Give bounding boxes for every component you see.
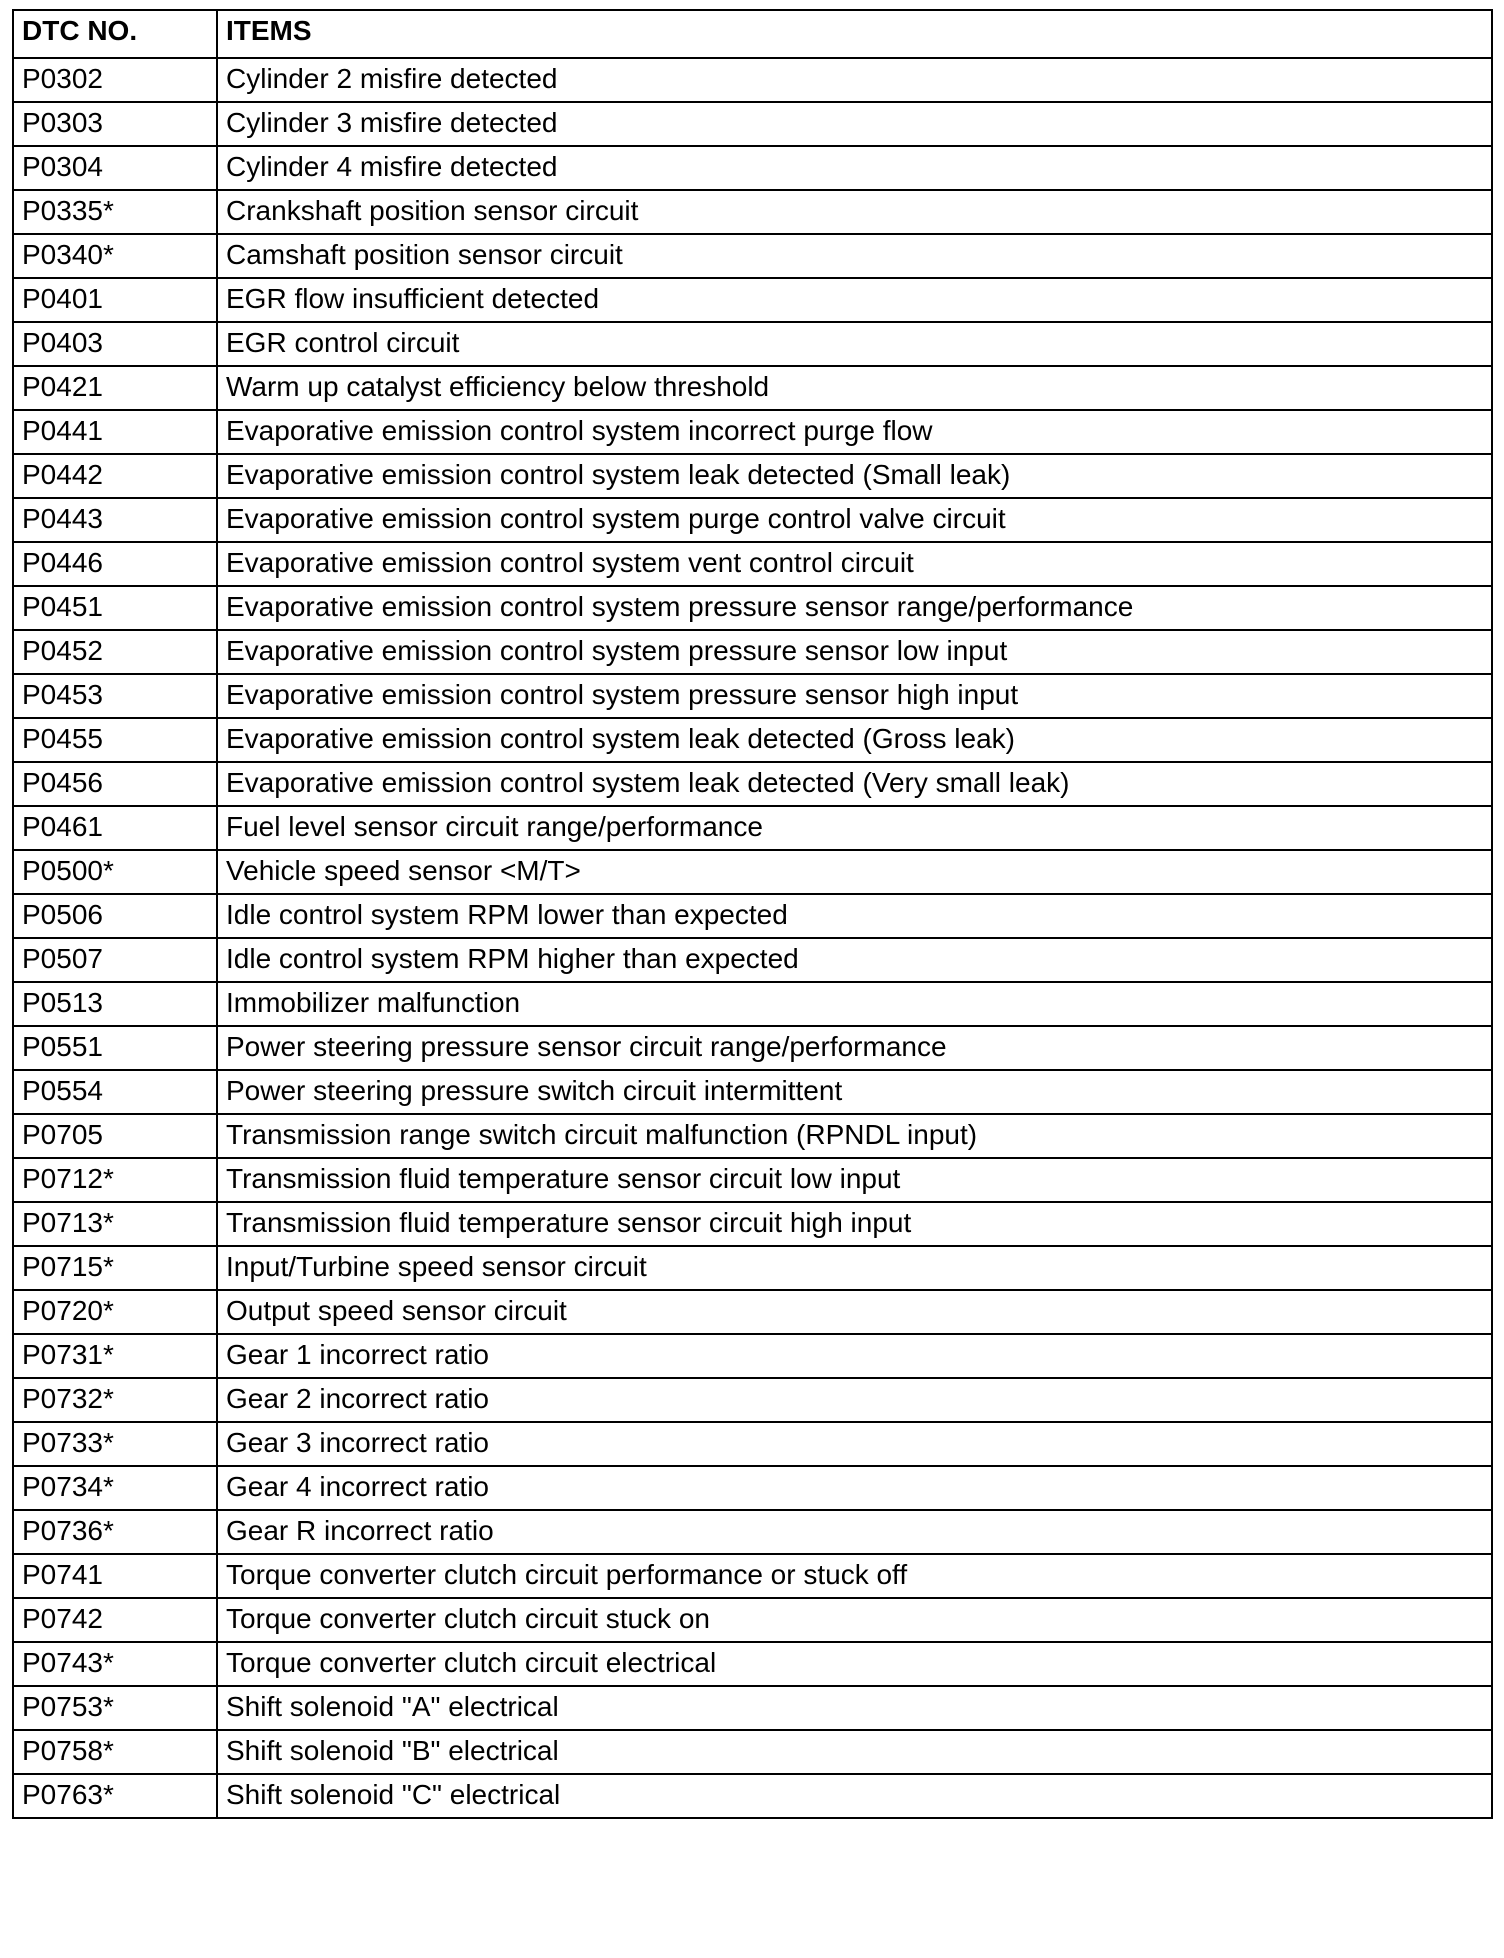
table-row — [13, 762, 1492, 806]
table-row — [13, 102, 1492, 146]
table-row — [13, 1510, 1492, 1554]
dtc-code-cell: P0513 — [13, 982, 217, 1026]
dtc-code-cell: P0731* — [13, 1334, 217, 1378]
dtc-code-cell: P0741 — [13, 1554, 217, 1598]
table-row — [13, 1114, 1492, 1158]
dtc-item-cell: Evaporative emission control system incorrect purge flow — [217, 410, 1492, 454]
dtc-code-cell: P0758* — [13, 1730, 217, 1774]
dtc-code-cell: P0713* — [13, 1202, 217, 1246]
dtc-code-cell: P0551 — [13, 1026, 217, 1070]
dtc-code-cell: P0335* — [13, 190, 217, 234]
dtc-code-cell: P0441 — [13, 410, 217, 454]
dtc-item-cell: Torque converter clutch circuit electrical — [217, 1642, 1492, 1686]
dtc-item-cell: Transmission range switch circuit malfunction (RPNDL input) — [217, 1114, 1492, 1158]
dtc-item-cell: Vehicle speed sensor <M/T> — [217, 850, 1492, 894]
table-row — [13, 938, 1492, 982]
dtc-item-cell: Gear R incorrect ratio — [217, 1510, 1492, 1554]
table-row — [13, 1070, 1492, 1114]
dtc-code-cell: P0763* — [13, 1774, 217, 1818]
table-row — [13, 674, 1492, 718]
dtc-code-cell: P0455 — [13, 718, 217, 762]
dtc-item-cell: Evaporative emission control system purge control valve circuit — [217, 498, 1492, 542]
dtc-code-cell: P0340* — [13, 234, 217, 278]
dtc-code-cell: P0451 — [13, 586, 217, 630]
table-row — [13, 1422, 1492, 1466]
table-row — [13, 1774, 1492, 1818]
dtc-item-cell: Gear 3 incorrect ratio — [217, 1422, 1492, 1466]
table-row — [13, 366, 1492, 410]
dtc-code-cell: P0506 — [13, 894, 217, 938]
table-row — [13, 278, 1492, 322]
dtc-item-cell: Immobilizer malfunction — [217, 982, 1492, 1026]
dtc-code-cell: P0734* — [13, 1466, 217, 1510]
header-items: ITEMS — [217, 10, 1492, 58]
dtc-item-cell: Power steering pressure sensor circuit range/performance — [217, 1026, 1492, 1070]
dtc-item-cell: Torque converter clutch circuit stuck on — [217, 1598, 1492, 1642]
dtc-item-cell: Crankshaft position sensor circuit — [217, 190, 1492, 234]
dtc-item-cell: EGR control circuit — [217, 322, 1492, 366]
table-row — [13, 234, 1492, 278]
dtc-item-cell: Gear 2 incorrect ratio — [217, 1378, 1492, 1422]
dtc-code-cell: P0453 — [13, 674, 217, 718]
dtc-item-cell: Shift solenoid "B" electrical — [217, 1730, 1492, 1774]
dtc-code-cell: P0736* — [13, 1510, 217, 1554]
dtc-code-cell: P0403 — [13, 322, 217, 366]
table-row — [13, 1598, 1492, 1642]
dtc-code-cell: P0732* — [13, 1378, 217, 1422]
dtc-code-cell: P0733* — [13, 1422, 217, 1466]
dtc-code-cell: P0743* — [13, 1642, 217, 1686]
table-header — [13, 10, 1492, 58]
table-row — [13, 850, 1492, 894]
table-row — [13, 1730, 1492, 1774]
dtc-code-cell: P0456 — [13, 762, 217, 806]
dtc-item-cell: Idle control system RPM higher than expected — [217, 938, 1492, 982]
dtc-code-cell: P0712* — [13, 1158, 217, 1202]
dtc-item-cell: Cylinder 3 misfire detected — [217, 102, 1492, 146]
table-row — [13, 146, 1492, 190]
dtc-table — [12, 9, 1493, 1819]
table-row — [13, 542, 1492, 586]
dtc-code-cell: P0742 — [13, 1598, 217, 1642]
table-row — [13, 322, 1492, 366]
dtc-code-cell: P0401 — [13, 278, 217, 322]
dtc-code-cell: P0442 — [13, 454, 217, 498]
table-row — [13, 1334, 1492, 1378]
dtc-item-cell: Camshaft position sensor circuit — [217, 234, 1492, 278]
dtc-item-cell: Cylinder 2 misfire detected — [217, 58, 1492, 102]
table-row — [13, 1202, 1492, 1246]
table-body — [13, 58, 1492, 1818]
dtc-item-cell: EGR flow insufficient detected — [217, 278, 1492, 322]
dtc-item-cell: Idle control system RPM lower than expected — [217, 894, 1492, 938]
dtc-item-cell: Evaporative emission control system vent control circuit — [217, 542, 1492, 586]
dtc-code-cell: P0753* — [13, 1686, 217, 1730]
table-row — [13, 630, 1492, 674]
dtc-code-cell: P0554 — [13, 1070, 217, 1114]
table-row — [13, 1554, 1492, 1598]
dtc-item-cell: Torque converter clutch circuit performance or stuck off — [217, 1554, 1492, 1598]
dtc-item-cell: Evaporative emission control system leak detected (Very small leak) — [217, 762, 1492, 806]
table-row — [13, 1246, 1492, 1290]
table-row — [13, 1158, 1492, 1202]
table-row — [13, 410, 1492, 454]
dtc-item-cell: Input/Turbine speed sensor circuit — [217, 1246, 1492, 1290]
dtc-item-cell: Shift solenoid "A" electrical — [217, 1686, 1492, 1730]
dtc-code-cell: P0446 — [13, 542, 217, 586]
table-row — [13, 58, 1492, 102]
header-row — [13, 10, 1492, 58]
dtc-item-cell: Output speed sensor circuit — [217, 1290, 1492, 1334]
dtc-code-cell: P0421 — [13, 366, 217, 410]
table-row — [13, 1378, 1492, 1422]
dtc-code-cell: P0452 — [13, 630, 217, 674]
dtc-item-cell: Evaporative emission control system pressure sensor low input — [217, 630, 1492, 674]
table-row — [13, 498, 1492, 542]
table-row — [13, 586, 1492, 630]
table-row — [13, 982, 1492, 1026]
dtc-item-cell: Gear 1 incorrect ratio — [217, 1334, 1492, 1378]
table-row — [13, 1642, 1492, 1686]
dtc-code-cell: P0303 — [13, 102, 217, 146]
dtc-item-cell: Power steering pressure switch circuit intermittent — [217, 1070, 1492, 1114]
table-row — [13, 454, 1492, 498]
dtc-code-cell: P0500* — [13, 850, 217, 894]
dtc-code-cell: P0443 — [13, 498, 217, 542]
table-row — [13, 190, 1492, 234]
table-row — [13, 894, 1492, 938]
dtc-item-cell: Evaporative emission control system pressure sensor range/performance — [217, 586, 1492, 630]
dtc-code-cell: P0705 — [13, 1114, 217, 1158]
dtc-code-cell: P0715* — [13, 1246, 217, 1290]
dtc-code-cell: P0302 — [13, 58, 217, 102]
table-row — [13, 1466, 1492, 1510]
dtc-item-cell: Transmission fluid temperature sensor circuit low input — [217, 1158, 1492, 1202]
dtc-item-cell: Shift solenoid "C" electrical — [217, 1774, 1492, 1818]
dtc-item-cell: Evaporative emission control system leak detected (Small leak) — [217, 454, 1492, 498]
table-row — [13, 1026, 1492, 1070]
dtc-item-cell: Transmission fluid temperature sensor circuit high input — [217, 1202, 1492, 1246]
dtc-code-cell: P0507 — [13, 938, 217, 982]
dtc-item-cell: Evaporative emission control system leak detected (Gross leak) — [217, 718, 1492, 762]
dtc-item-cell: Warm up catalyst efficiency below threshold — [217, 366, 1492, 410]
dtc-item-cell: Evaporative emission control system pressure sensor high input — [217, 674, 1492, 718]
table-row — [13, 1290, 1492, 1334]
dtc-code-cell: P0720* — [13, 1290, 217, 1334]
table-row — [13, 806, 1492, 850]
dtc-code-cell: P0304 — [13, 146, 217, 190]
dtc-code-cell: P0461 — [13, 806, 217, 850]
dtc-item-cell: Cylinder 4 misfire detected — [217, 146, 1492, 190]
table-row — [13, 1686, 1492, 1730]
table-row — [13, 718, 1492, 762]
header-dtc-no: DTC NO. — [13, 10, 217, 58]
dtc-item-cell: Fuel level sensor circuit range/performance — [217, 806, 1492, 850]
dtc-item-cell: Gear 4 incorrect ratio — [217, 1466, 1492, 1510]
